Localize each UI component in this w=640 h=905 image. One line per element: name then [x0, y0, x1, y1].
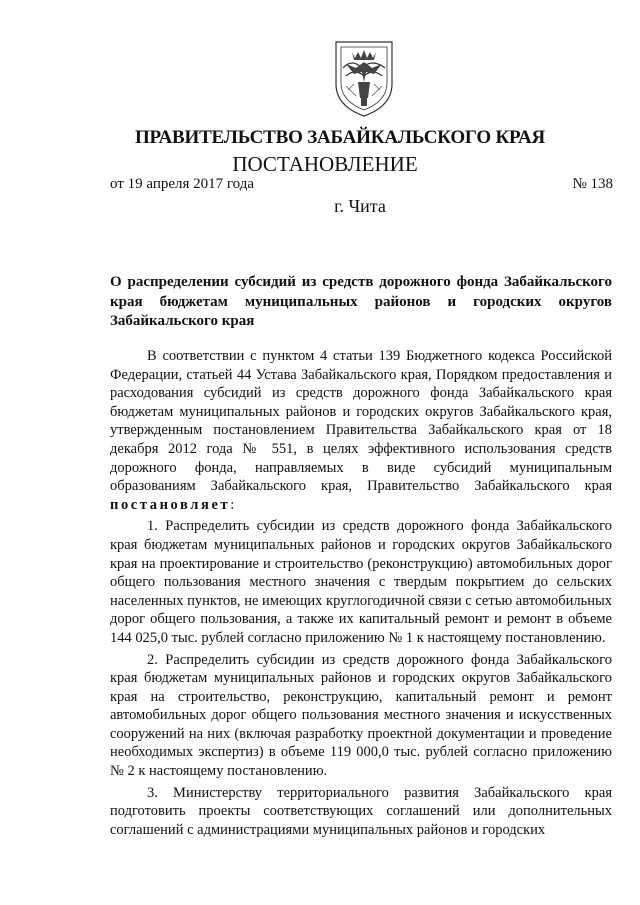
item-paragraph-3: 3. Министерству территориального развития Забайкальского края подготовить проекты соответствующих соглашений или дополнительных соглашений с администрациями муниципальных районов и городских	[110, 784, 612, 838]
document-subject: О распределении субсидий из средств дорожного фонда Забайкальского края бюджетам муниципальных районов и городских округов Забайкальского края	[110, 274, 612, 329]
government-title: ПРАВИТЕЛЬСТВО ЗАБАЙКАЛЬСКОГО КРАЯ	[134, 127, 546, 148]
preamble-end: :	[230, 496, 235, 513]
preamble-text: В соответствии с пунктом 4 статьи 139 Бюджетного кодекса Российской Федерации, статьей 44 Устава Забайкальского края, Порядком предоставления и расходования субсидий из средств дорожного фонда Забайкальского края бюджетам муниципальных районов и городских округов Забайкальского края, утвержденным постановлением Правительства Забайкальского края от 18 декабря 2012 года № 551, в целях эффективного использования средств дорожного фонда, направляемых в виде субсидий муниципальным образованиям Забайкальского края, Правительство Забайкальского края	[110, 348, 612, 495]
item-paragraph-2: 2. Распределить субсидии из средств дорожного фонда Забайкальского края бюджетам муниципальных районов и городских округов Забайкальского края на строительство, реконструкцию, капитальный ремонт и ремонт автомобильных дорог общего пользования местного значения и искусственных сооружений на них (включая разработку проектной документации и проведение необходимых экспертиз) в объеме 119 000,0 тыс. рублей согласно приложению № 2 к настоящему постановлению.	[110, 651, 612, 780]
coat-of-arms-icon	[322, 38, 406, 118]
document-city: г. Чита	[334, 196, 386, 216]
document-body	[110, 347, 612, 839]
item-paragraph-1: 1. Распределить субсидии из средств дорожного фонда Забайкальского края бюджетам муниципальных районов и городских округов Забайкальского края на проектирование и строительство (реконструкцию) автомобильных дорог общего пользования местного значения с твердым покрытием до сельских населенных пунктов, не имеющих круглогодичной связи с сетью автомобильных дорог общего пользования, а также их капитальный ремонт и ремонт в объеме 144 025,0 тыс. рублей согласно приложению № 1 к настоящему постановлению.	[110, 518, 612, 646]
document-number: № 138	[572, 176, 613, 192]
decree-keyword: постановляет	[110, 496, 231, 513]
document-type: ПОСТАНОВЛЕНИЕ	[232, 152, 418, 176]
preamble-paragraph	[110, 347, 612, 514]
document-date: от 19 апреля 2017 года	[110, 176, 255, 192]
